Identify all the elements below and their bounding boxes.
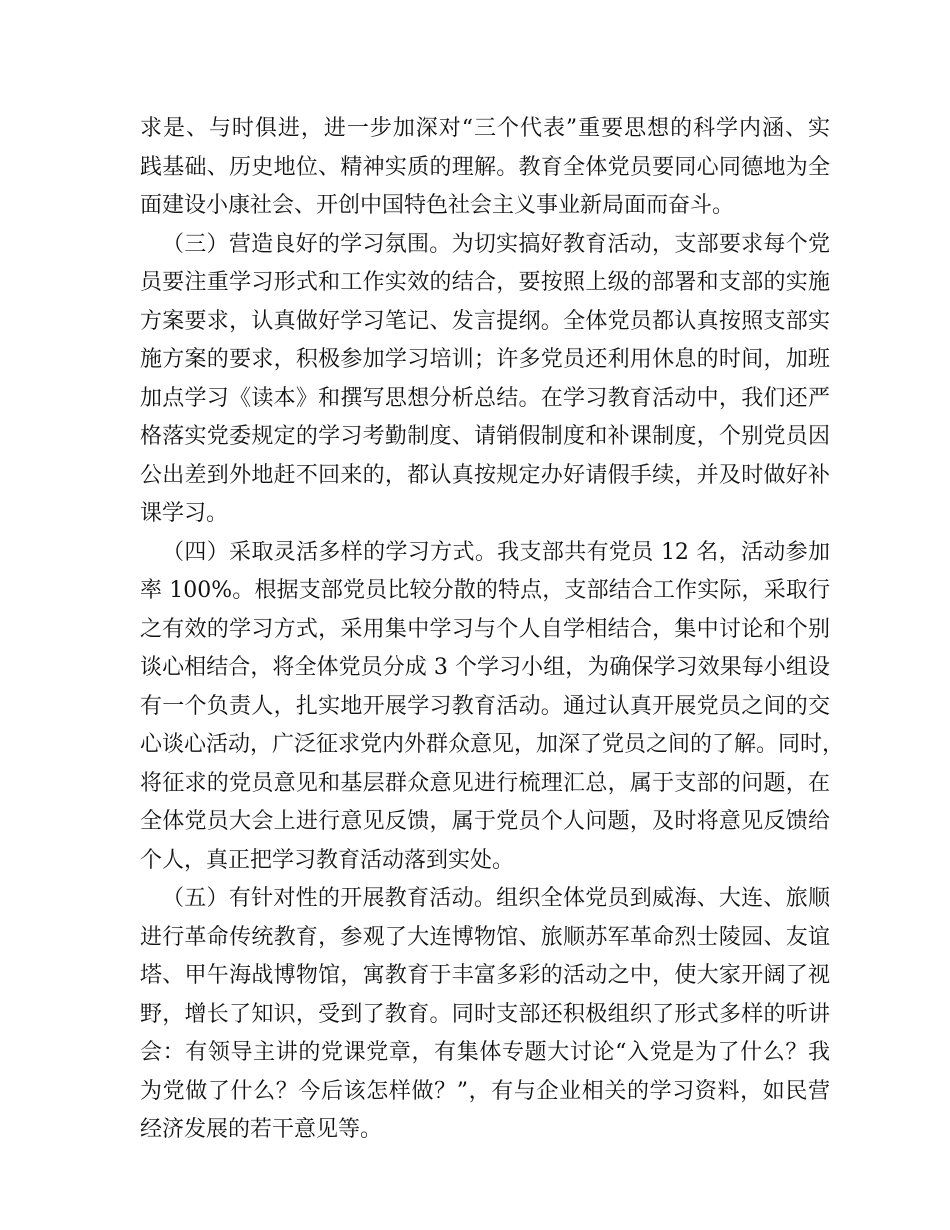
text-line: 课学习。: [140, 501, 229, 526]
text-line: 求是、与时俱进，进一步加深对“三个代表”重要思想的科学内涵、实: [140, 116, 830, 141]
text-line: 野，增长了知识，受到了教育。同时支部还积极组织了形式多样的听讲: [140, 1001, 830, 1027]
text-line: 格落实党委规定的学习考勤制度、请销假制度和补课制度，个别党员因: [140, 424, 830, 449]
text-line: 践基础、历史地位、精神实质的理解。教育全体党员要同心同德地为全: [140, 154, 830, 180]
paragraph-learning-methods: [140, 534, 845, 881]
text-line: 会：有领导主讲的党课党章，有集体专题大讨论“入党是为了什么？我: [140, 1040, 830, 1065]
text-line: 进行革命传统教育，参观了大连博物馆、旅顺苏军革命烈士陵园、友谊: [140, 924, 830, 950]
text-line: 为党做了什么？今后该怎样做？”，有与企业相关的学习资料，如民营: [140, 1078, 830, 1104]
text-line: （三）营造良好的学习氛围。为切实搞好教育活动，支部要求每个党: [162, 231, 830, 257]
paragraph-continuation: [140, 110, 830, 226]
paragraph-learning-atmosphere: [140, 226, 830, 534]
text-line: （四）采取灵活多样的学习方式。我支部共有党员 12 名，活动参加: [162, 539, 830, 565]
text-line: 施方案的要求，积极参加学习培训；许多党员还利用休息的时间，加班: [140, 347, 830, 372]
text-line: 方案要求，认真做好学习笔记、发言提纲。全体党员都认真按照支部实: [140, 308, 830, 334]
text-line: 经济发展的若干意见等。: [140, 1117, 383, 1142]
text-line: 面建设小康社会、开创中国特色社会主义事业新局面而奋斗。: [140, 193, 735, 218]
paragraph-targeted-activities: [140, 880, 830, 1150]
text-line: 将征求的党员意见和基层群众意见进行梳理汇总，属于支部的问题，在: [140, 770, 830, 796]
text-line: 率 100%。根据支部党员比较分散的特点，支部结合工作实际，采取行: [140, 578, 830, 603]
document-body: [140, 110, 845, 1150]
text-line: 全体党员大会上进行意见反馈，属于党员个人问题，及时将意见反馈给: [140, 809, 830, 834]
text-line: 心谈心活动，广泛征求党内外群众意见，加深了党员之间的了解。同时，: [140, 732, 845, 757]
text-line: 公出差到外地赶不回来的，都认真按规定办好请假手续，并及时做好补: [140, 462, 830, 488]
text-line: 之有效的学习方式，采用集中学习与个人自学相结合，集中讨论和个别: [140, 616, 830, 642]
text-line: （五）有针对性的开展教育活动。组织全体党员到威海、大连、旅顺: [162, 886, 830, 911]
text-line: 员要注重学习形式和工作实效的结合，要按照上级的部署和支部的实施: [140, 270, 830, 295]
text-line: 加点学习《读本》和撰写思想分析总结。在学习教育活动中，我们还严: [140, 385, 830, 411]
text-line: 个人，真正把学习教育活动落到实处。: [140, 847, 515, 873]
text-line: 塔、甲午海战博物馆，寓教育于丰富多彩的活动之中，使大家开阔了视: [140, 963, 830, 988]
text-line: 有一个负责人，扎实地开展学习教育活动。通过认真开展党员之间的交: [140, 693, 830, 719]
text-line: 谈心相结合，将全体党员分成 3 个学习小组，为确保学习效果每小组设: [140, 655, 830, 680]
